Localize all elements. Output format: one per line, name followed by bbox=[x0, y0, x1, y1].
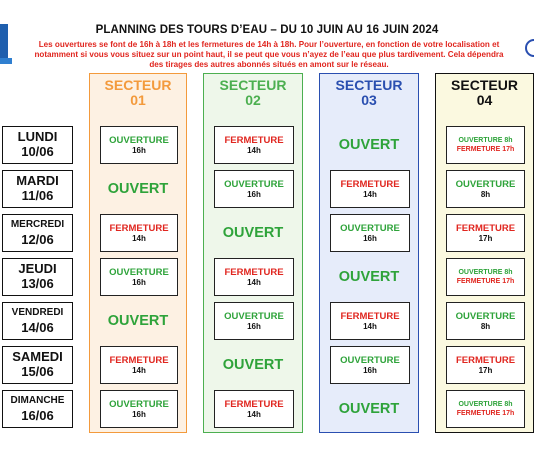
sector-header bbox=[90, 78, 186, 108]
status-label: OUVERTURE bbox=[455, 179, 516, 190]
day-label bbox=[2, 390, 73, 428]
status-open: OUVERT bbox=[222, 225, 284, 241]
status-label: FERMETURE bbox=[455, 355, 516, 366]
status-time: 14h bbox=[132, 234, 146, 243]
sector-number: 01 bbox=[130, 92, 146, 108]
status-label: FERMETURE bbox=[224, 267, 284, 278]
day-date: 10/06 bbox=[21, 144, 54, 159]
sector-number: 02 bbox=[245, 92, 261, 108]
sector-title: SECTEUR bbox=[335, 77, 403, 93]
status-box-closing bbox=[330, 302, 410, 340]
day-name: SAMEDI bbox=[12, 349, 63, 364]
day-date: 13/06 bbox=[21, 276, 54, 291]
logo-mark-right bbox=[524, 38, 534, 58]
status-time: 14h bbox=[132, 366, 146, 375]
status-box-opening bbox=[100, 258, 178, 296]
status-box-opening bbox=[100, 126, 178, 164]
status-label: OUVERTURE bbox=[224, 179, 284, 190]
day-name: DIMANCHE bbox=[10, 395, 65, 406]
day-label bbox=[2, 258, 73, 296]
status-time: 14h bbox=[363, 190, 377, 199]
status-opening: OUVERTURE 8h bbox=[458, 137, 513, 144]
status-box-opening bbox=[330, 214, 410, 252]
status-box-opening bbox=[330, 346, 410, 384]
status-time: 16h bbox=[132, 146, 146, 155]
status-closing: FERMETURE 17h bbox=[456, 278, 515, 285]
sector-number: 03 bbox=[361, 92, 377, 108]
status-time: 14h bbox=[247, 278, 261, 287]
status-label: OUVERTURE bbox=[109, 267, 169, 278]
sector-title: SECTEUR bbox=[219, 77, 287, 93]
status-label: OUVERTURE bbox=[109, 399, 169, 410]
status-box-opening bbox=[100, 390, 178, 428]
status-time: 16h bbox=[132, 410, 146, 419]
status-box-open-close bbox=[446, 126, 525, 164]
status-opening: OUVERTURE 8h bbox=[458, 401, 513, 408]
status-label: OUVERTURE bbox=[455, 311, 516, 322]
status-box-closing bbox=[214, 390, 294, 428]
day-name: MARDI bbox=[16, 173, 59, 188]
day-label bbox=[2, 170, 73, 208]
status-time: 16h bbox=[247, 190, 261, 199]
status-box-closing bbox=[100, 346, 178, 384]
day-date: 14/06 bbox=[21, 320, 54, 335]
sector-header bbox=[320, 78, 418, 108]
day-date: 12/06 bbox=[21, 232, 54, 247]
day-name: LUNDI bbox=[17, 129, 58, 144]
day-name: JEUDI bbox=[18, 261, 57, 276]
status-open: OUVERT bbox=[107, 313, 169, 329]
status-box-closing bbox=[100, 214, 178, 252]
status-box-open-close bbox=[446, 258, 525, 296]
day-name: VENDREDI bbox=[11, 307, 64, 318]
status-box-opening bbox=[214, 302, 294, 340]
status-label: FERMETURE bbox=[340, 311, 400, 322]
sector-title: SECTEUR bbox=[104, 77, 172, 93]
status-time: 8h bbox=[480, 190, 491, 199]
day-label bbox=[2, 302, 73, 340]
status-closing: FERMETURE 17h bbox=[456, 410, 515, 417]
status-opening: OUVERTURE 8h bbox=[458, 269, 513, 276]
status-box-opening bbox=[446, 302, 525, 340]
status-time: 16h bbox=[132, 278, 146, 287]
status-box-closing bbox=[214, 126, 294, 164]
status-label: FERMETURE bbox=[455, 223, 516, 234]
status-label: FERMETURE bbox=[340, 179, 400, 190]
sector-header bbox=[436, 78, 533, 108]
sector-header bbox=[204, 78, 302, 108]
status-time: 14h bbox=[247, 146, 261, 155]
day-label bbox=[2, 126, 73, 164]
status-time: 16h bbox=[247, 322, 261, 331]
status-box-closing bbox=[330, 170, 410, 208]
day-name: MERCREDI bbox=[10, 219, 65, 230]
status-open: OUVERT bbox=[338, 137, 400, 153]
status-label: OUVERTURE bbox=[340, 223, 400, 234]
status-label: FERMETURE bbox=[224, 135, 284, 146]
page-title: PLANNING DES TOURS D’EAU – DU 10 JUIN AU 16 JUIN 2024 bbox=[95, 24, 439, 36]
status-time: 14h bbox=[363, 322, 377, 331]
status-box-opening bbox=[446, 170, 525, 208]
status-closing: FERMETURE 17h bbox=[456, 146, 515, 153]
status-label: FERMETURE bbox=[109, 223, 169, 234]
sector-number: 04 bbox=[476, 92, 493, 108]
status-label: OUVERTURE bbox=[224, 311, 284, 322]
status-label: OUVERTURE bbox=[340, 355, 400, 366]
status-label: OUVERTURE bbox=[109, 135, 169, 146]
status-time: 14h bbox=[247, 410, 261, 419]
day-date: 15/06 bbox=[21, 364, 54, 379]
status-time: 17h bbox=[478, 234, 493, 243]
day-date: 11/06 bbox=[21, 188, 54, 203]
day-date: 16/06 bbox=[21, 408, 54, 423]
status-time: 8h bbox=[480, 322, 491, 331]
logo-mark-accent bbox=[0, 58, 12, 64]
day-label bbox=[2, 214, 73, 252]
status-time: 17h bbox=[478, 366, 493, 375]
status-box-opening bbox=[214, 170, 294, 208]
status-box-closing bbox=[214, 258, 294, 296]
schedule-notice: Les ouvertures se font de 16h à 18h et les fermetures de 14h à 18h. Pour l’ouverture, en fonction de votre localisation et notamment si vous vous situez sur un point haut, il se peut que vous n’ayez de l’eau que plus tardivement. Cela dépendra des tirages des autres abonnés situés en amont sur le réseau. bbox=[34, 40, 504, 70]
status-open: OUVERT bbox=[107, 181, 169, 197]
status-time: 16h bbox=[363, 234, 377, 243]
status-open: OUVERT bbox=[338, 401, 400, 417]
status-open: OUVERT bbox=[222, 357, 284, 373]
status-time: 16h bbox=[363, 366, 377, 375]
day-label bbox=[2, 346, 73, 384]
status-box-closing bbox=[446, 214, 525, 252]
status-label: FERMETURE bbox=[224, 399, 284, 410]
status-open: OUVERT bbox=[338, 269, 400, 285]
status-box-closing bbox=[446, 346, 525, 384]
status-box-open-close bbox=[446, 390, 525, 428]
status-label: FERMETURE bbox=[109, 355, 169, 366]
sector-title: SECTEUR bbox=[451, 77, 518, 93]
